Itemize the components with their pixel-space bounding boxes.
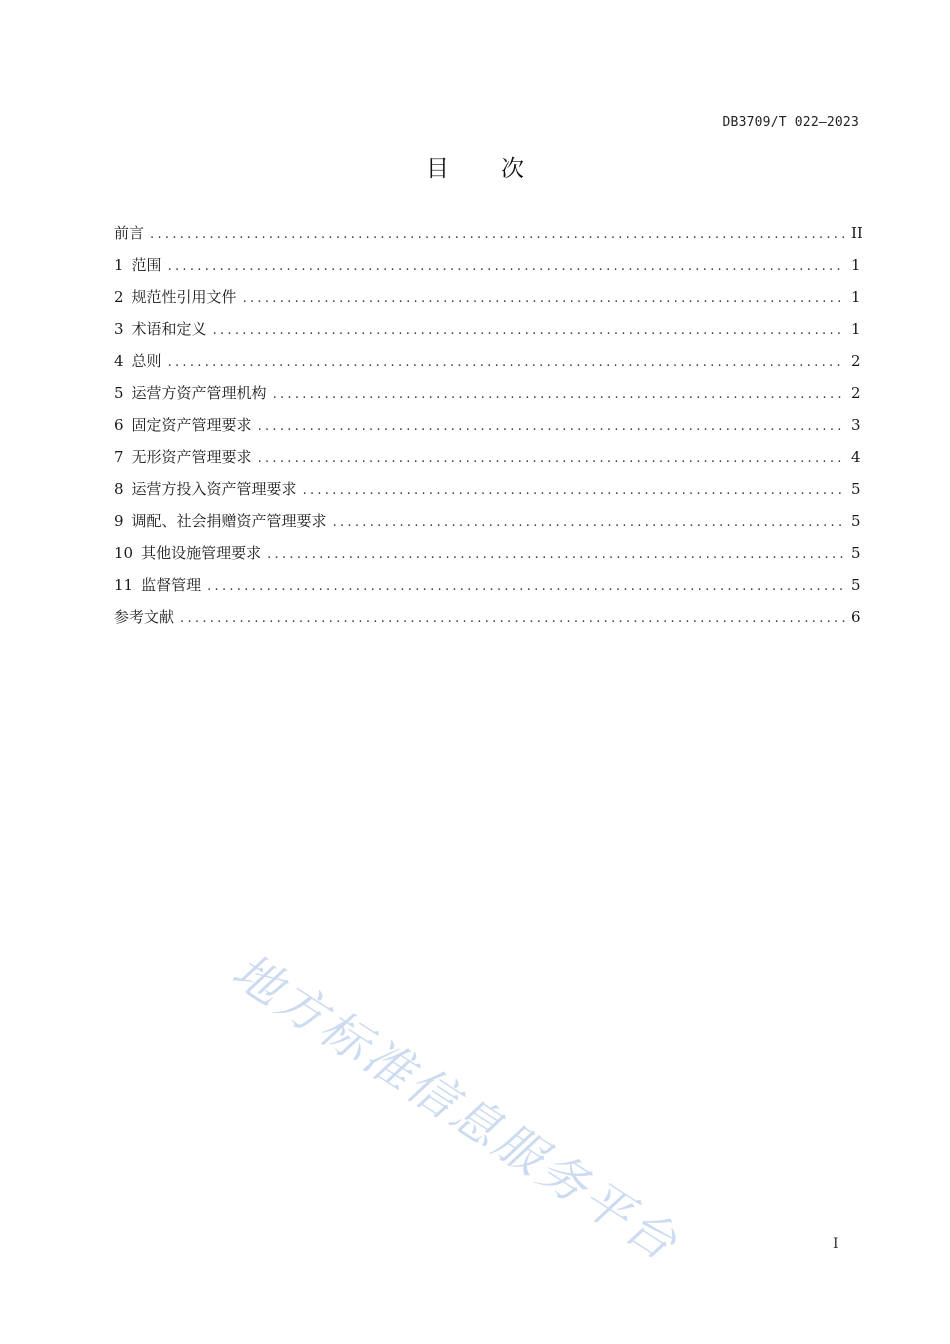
toc-entry-page: 5 [851,544,861,562]
toc-entry-number: 11 [114,576,134,594]
dot-leader [303,480,845,502]
toc-entry[interactable] [114,574,859,606]
toc-entry-number: 2 [114,288,124,306]
dot-leader [168,256,845,278]
title-char-2: 次 [501,156,524,182]
dot-leader [258,416,845,438]
toc-entry[interactable] [114,478,859,510]
toc-entry-number: 7 [114,448,124,466]
toc-entry[interactable] [114,446,859,478]
toc-entry-number: 6 [114,416,124,434]
toc-entry-page: 1 [851,288,861,306]
page-number: I [833,1236,839,1252]
toc-entry-label[interactable]: 无形资产管理要求 [131,448,252,466]
page-title [0,150,950,183]
dot-leader [213,320,845,342]
toc-entry-page: 5 [851,576,861,594]
toc-entry-page: 6 [851,608,861,626]
toc-entry-label[interactable]: 固定资产管理要求 [131,416,252,434]
toc-entry[interactable] [114,286,859,318]
toc-entry[interactable] [114,414,859,446]
toc-entry-label[interactable]: 总则 [131,352,162,370]
toc-entry-label[interactable]: 运营方资产管理机构 [131,384,267,402]
dot-leader [267,544,845,566]
toc-entry-number: 10 [114,544,134,562]
toc-entry-page: II [851,224,863,242]
toc-entry-page: 1 [851,320,861,338]
toc-entry[interactable] [114,542,859,574]
toc-entry[interactable] [114,350,859,382]
toc-entry-label[interactable]: 前言 [114,224,145,242]
toc-entry[interactable] [114,382,859,414]
dot-leader [273,384,845,406]
toc-entry-number: 8 [114,480,124,498]
toc-entry-label[interactable]: 参考文献 [114,608,175,626]
toc-entry-label[interactable]: 规范性引用文件 [131,288,237,306]
toc-entry[interactable] [114,318,859,350]
watermark: 地方标准信息服务平台 [222,942,689,1273]
dot-leader [258,448,845,470]
toc-entry-page: 2 [851,352,861,370]
toc-entry-number: 1 [114,256,124,274]
toc-entry-page: 1 [851,256,861,274]
toc-entry-label[interactable]: 调配、社会捐赠资产管理要求 [131,512,327,530]
dot-leader [243,288,845,310]
toc-entry-number: 3 [114,320,124,338]
toc-entry-number: 9 [114,512,124,530]
toc-entry[interactable] [114,606,859,638]
toc-entry-page: 3 [851,416,861,434]
toc-entry-number: 5 [114,384,124,402]
toc-entry-page: 5 [851,480,861,498]
dot-leader [168,352,845,374]
toc-entry-page: 5 [851,512,861,530]
toc-entry-label[interactable]: 监督管理 [141,576,202,594]
toc-entry-label[interactable]: 范围 [131,256,162,274]
toc-entry-label[interactable]: 其他设施管理要求 [141,544,262,562]
toc-entry[interactable] [114,222,863,254]
toc-entry-label[interactable]: 运营方投入资产管理要求 [131,480,297,498]
toc-entry-number: 4 [114,352,124,370]
dot-leader [333,512,845,534]
table-of-contents [114,222,863,638]
dot-leader [180,608,845,630]
toc-entry-page: 2 [851,384,861,402]
document-code: DB3709/T 022—2023 [722,115,859,130]
dot-leader [150,224,845,246]
dot-leader [207,576,845,598]
toc-entry-page: 4 [851,448,861,466]
title-char-1: 目 [426,156,449,182]
toc-entry-label[interactable]: 术语和定义 [131,320,207,338]
toc-entry[interactable] [114,510,859,542]
toc-entry[interactable] [114,254,859,286]
